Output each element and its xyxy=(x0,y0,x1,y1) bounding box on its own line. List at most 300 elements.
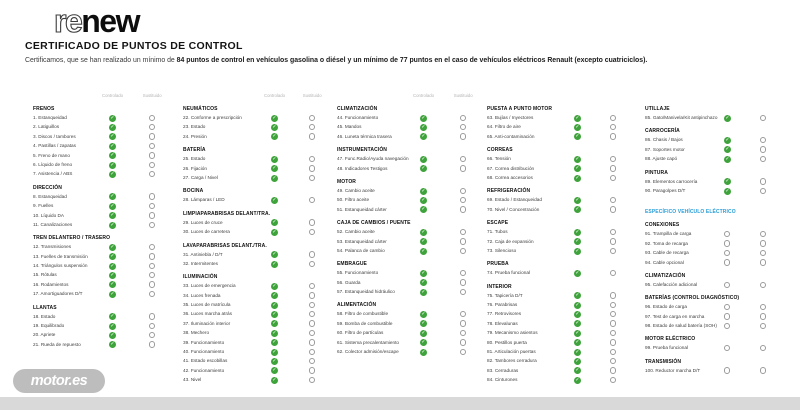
controlado-check-icon: ✓ xyxy=(272,358,277,365)
sustituido-empty-circle xyxy=(309,165,315,171)
sustituido-empty-circle xyxy=(149,222,155,228)
item-label: 44. Funcionamiento xyxy=(337,115,379,120)
item-label: 64. Filtro de aire xyxy=(487,124,521,130)
sustituido-empty-circle xyxy=(610,197,616,203)
checklist-item xyxy=(337,279,479,288)
item-label: 43. Nivel xyxy=(183,377,202,383)
controlado-check-icon: ✓ xyxy=(421,279,426,286)
sustituido-empty-circle xyxy=(610,358,616,364)
intro-normal-text: Certificamos, que se han realizado un mínimo de xyxy=(25,57,177,64)
item-label: 8. Estanqueidad xyxy=(33,193,67,199)
item-label: 61. Sistema precalentamiento xyxy=(337,339,400,345)
checklist-item xyxy=(33,331,173,340)
checklist-item xyxy=(337,165,479,174)
checklist-item xyxy=(337,206,479,215)
controlado-check-icon: ✓ xyxy=(575,292,580,299)
sustituido-empty-circle xyxy=(149,323,155,329)
checklist-item xyxy=(183,251,325,260)
sustituido-empty-circle xyxy=(460,320,466,326)
checklist-item xyxy=(645,259,795,268)
item-label: 51. Estanqueidad cárter xyxy=(337,206,387,212)
section-title: CLIMATIZACIÓN xyxy=(337,106,378,112)
item-label: 29. Luces de cruce xyxy=(183,219,223,225)
checklist-item xyxy=(183,310,325,319)
section-title: LAVAPARABRISAS DELANT./TRA. xyxy=(183,242,267,249)
controlado-check-icon: ✓ xyxy=(110,290,115,297)
section-title: LLANTAS xyxy=(33,304,57,311)
controlado-check-icon: ✓ xyxy=(725,136,730,143)
item-label: 68. Correa accesorios xyxy=(487,174,533,180)
sustituido-empty-circle xyxy=(610,229,616,235)
checklist-item xyxy=(645,313,795,322)
sustituido-empty-circle xyxy=(610,156,616,162)
controlado-check-icon: ✓ xyxy=(575,358,580,365)
item-label: 85. Gato/Manivela/Kit antipinchazo xyxy=(645,115,718,120)
item-label: 22. Conforme a prescripción xyxy=(183,115,242,120)
checklist-item xyxy=(337,288,479,297)
checklist-item xyxy=(183,165,325,174)
controlado-check-icon: ✓ xyxy=(110,114,115,121)
legend-controlado-label: Controlado xyxy=(101,93,124,98)
sustituido-empty-circle xyxy=(149,253,155,259)
sustituido-empty-circle xyxy=(460,188,466,194)
legend-sustituido-label: Sustituido xyxy=(453,93,473,98)
section-title: PUESTA A PUNTO MOTOR xyxy=(487,106,553,112)
checklist-item xyxy=(487,376,627,385)
checklist-item xyxy=(33,161,173,170)
controlado-empty-circle xyxy=(724,259,730,265)
checklist-item xyxy=(487,206,627,215)
checklist-item xyxy=(337,320,479,329)
item-label: 83. Cerraduras xyxy=(487,367,519,373)
sustituido-empty-circle xyxy=(460,339,466,345)
checklist-item xyxy=(487,348,627,357)
item-label: 90. Paragolpes D/T xyxy=(645,187,686,193)
controlado-check-icon: ✓ xyxy=(272,367,277,374)
controlado-check-icon: ✓ xyxy=(110,202,115,209)
checklist-item xyxy=(337,339,479,348)
intro-bold-text: 84 puntos de control en vehículos gasolina o diésel y un mínimo de 77 puntos en el caso de vehículos eléctricos Renault (excepto cuatriciclos). xyxy=(176,57,648,64)
sustituido-empty-circle xyxy=(610,377,616,383)
sustituido-empty-circle xyxy=(309,175,315,181)
legend-row xyxy=(487,93,627,101)
sustituido-empty-circle xyxy=(149,124,155,130)
item-label: 54. Palanca de cambio xyxy=(337,247,385,253)
checklist-item xyxy=(33,243,173,252)
controlado-check-icon: ✓ xyxy=(421,348,426,355)
checklist-item xyxy=(645,240,795,249)
controlado-check-icon: ✓ xyxy=(272,251,277,258)
sustituido-empty-circle xyxy=(309,283,315,289)
controlado-check-icon: ✓ xyxy=(110,341,115,348)
item-label: 46. Luneta térmica trasera xyxy=(337,133,392,139)
controlado-check-icon: ✓ xyxy=(421,238,426,245)
section-title: CORREAS xyxy=(487,147,513,154)
item-label: 31. Antiniebla / D/T xyxy=(183,251,223,257)
sustituido-empty-circle xyxy=(309,156,315,162)
item-label: 50. Filtro aceite xyxy=(337,197,370,203)
item-label: 15. Rótulas xyxy=(33,272,57,278)
controlado-check-icon: ✓ xyxy=(421,339,426,346)
controlado-check-icon: ✓ xyxy=(272,114,277,121)
sustituido-empty-circle xyxy=(760,323,766,329)
controlado-check-icon: ✓ xyxy=(272,348,277,355)
checklist-item xyxy=(183,282,325,291)
checklist-item xyxy=(487,247,627,256)
logo-new-solid: new xyxy=(81,3,139,39)
controlado-check-icon: ✓ xyxy=(272,301,277,308)
sustituido-empty-circle xyxy=(610,124,616,130)
controlado-check-icon: ✓ xyxy=(110,221,115,228)
controlado-empty-circle xyxy=(724,367,730,373)
checklist-item xyxy=(337,247,479,256)
controlado-check-icon: ✓ xyxy=(272,282,277,289)
checklist-item xyxy=(645,155,795,164)
checklist-item xyxy=(183,133,325,142)
checklist-item xyxy=(645,230,795,239)
controlado-check-icon: ✓ xyxy=(421,228,426,235)
controlado-check-icon: ✓ xyxy=(725,155,730,162)
controlado-check-icon: ✓ xyxy=(272,292,277,299)
checklist-item xyxy=(487,196,627,205)
item-label: 1. Estanqueidad xyxy=(33,115,67,120)
checklist-item xyxy=(487,367,627,376)
checklist-item xyxy=(645,114,795,123)
controlado-check-icon: ✓ xyxy=(110,212,115,219)
controlado-check-icon: ✓ xyxy=(575,238,580,245)
sustituido-empty-circle xyxy=(760,345,766,351)
controlado-empty-circle xyxy=(724,323,730,329)
sustituido-empty-circle xyxy=(610,238,616,244)
sustituido-empty-circle xyxy=(460,311,466,317)
item-label: 71. Tubos xyxy=(487,229,508,235)
page-title: CERTIFICADO DE PUNTOS DE CONTROL xyxy=(25,40,243,52)
controlado-check-icon: ✓ xyxy=(575,196,580,203)
sustituido-empty-circle xyxy=(610,248,616,254)
checklist-item xyxy=(183,219,325,228)
checklist-item xyxy=(183,301,325,310)
item-label: 2. Latiguillos xyxy=(33,124,60,130)
sustituido-empty-circle xyxy=(460,156,466,162)
sustituido-empty-circle xyxy=(460,229,466,235)
section-title: CAJA DE CAMBIOS / PUENTE xyxy=(337,220,411,227)
item-label: 87. Soportes motor xyxy=(645,146,685,152)
sustituido-empty-circle xyxy=(309,358,315,364)
controlado-check-icon: ✓ xyxy=(110,142,115,149)
sustituido-empty-circle xyxy=(149,193,155,199)
checklist-column-4 xyxy=(487,93,627,386)
sustituido-empty-circle xyxy=(309,219,315,225)
sustituido-empty-circle xyxy=(610,339,616,345)
item-label: 82. Tambores cerradura xyxy=(487,358,537,364)
sustituido-empty-circle xyxy=(760,178,766,184)
section-title: EMBRAGUE xyxy=(337,261,367,268)
motores-watermark xyxy=(13,369,105,393)
item-label: 40. Funcionamiento xyxy=(183,349,225,355)
controlado-check-icon: ✓ xyxy=(272,196,277,203)
sustituido-empty-circle xyxy=(309,311,315,317)
sustituido-empty-circle xyxy=(760,146,766,152)
item-label: 33. Luces de emergencia xyxy=(183,283,236,289)
sustituido-empty-circle xyxy=(760,137,766,143)
sustituido-empty-circle xyxy=(309,133,315,139)
checklist-item xyxy=(337,155,479,164)
checklist-item xyxy=(183,348,325,357)
section-title: TRANSMISIÓN xyxy=(645,358,682,365)
controlado-check-icon: ✓ xyxy=(421,165,426,172)
item-label: 12. Transmisiones xyxy=(33,244,72,250)
checklist-item xyxy=(183,320,325,329)
controlado-check-icon: ✓ xyxy=(272,329,277,336)
section-title: LIMPIAPARABRISAS DELANT/TRA. xyxy=(183,210,271,217)
item-label: 74. Prueba funcional xyxy=(487,270,531,276)
section-title: INTERIOR xyxy=(487,283,512,290)
item-label: 13. Fuelles de transmisión xyxy=(33,253,88,259)
sustituido-empty-circle xyxy=(309,377,315,383)
checklist-item xyxy=(645,146,795,155)
item-label: 25. Estado xyxy=(183,156,206,162)
sustituido-empty-circle xyxy=(460,349,466,355)
controlado-check-icon: ✓ xyxy=(575,348,580,355)
item-label: 14. Triángulos suspensión xyxy=(33,263,88,269)
controlado-check-icon: ✓ xyxy=(421,247,426,254)
section-title: MOTOR ELÉCTRICO xyxy=(645,336,696,343)
section-title: NEUMÁTICOS xyxy=(183,106,218,112)
controlado-empty-circle xyxy=(724,250,730,256)
item-label: 39. Funcionamiento xyxy=(183,339,225,345)
checklist-item xyxy=(645,322,795,331)
item-label: 77. Retrovisores xyxy=(487,311,522,317)
checklist-item xyxy=(183,228,325,237)
sustituido-empty-circle xyxy=(309,292,315,298)
item-label: 62. Colector admisión/escape xyxy=(337,349,399,355)
sustituido-empty-circle xyxy=(149,291,155,297)
controlado-check-icon: ✓ xyxy=(110,152,115,159)
checklist-item xyxy=(33,221,173,230)
controlado-check-icon: ✓ xyxy=(725,178,730,185)
section-title: BATERÍA xyxy=(183,147,206,154)
sustituido-empty-circle xyxy=(610,367,616,373)
checklist-item xyxy=(183,155,325,164)
legend-row xyxy=(645,93,795,101)
checklist-item xyxy=(645,249,795,258)
checklist-item xyxy=(487,123,627,132)
controlado-check-icon: ✓ xyxy=(575,123,580,130)
item-label: 95. Calefacción adicional xyxy=(645,281,698,287)
sustituido-empty-circle xyxy=(149,171,155,177)
item-label: 98. Estado de salud batería (SOH) xyxy=(645,323,717,329)
checklist-column-1 xyxy=(33,93,173,350)
checklist-item xyxy=(183,329,325,338)
controlado-check-icon: ✓ xyxy=(110,123,115,130)
legend-row xyxy=(33,93,173,101)
item-label: 9. Fuelles xyxy=(33,203,54,209)
item-label: 6. Líquido de freno xyxy=(33,161,73,167)
sustituido-empty-circle xyxy=(309,367,315,373)
sustituido-empty-circle xyxy=(460,165,466,171)
item-label: 16. Rodamientos xyxy=(33,281,69,287)
sustituido-empty-circle xyxy=(149,143,155,149)
controlado-check-icon: ✓ xyxy=(575,174,580,181)
sustituido-empty-circle xyxy=(760,156,766,162)
item-label: 24. Presión xyxy=(183,133,207,139)
controlado-check-icon: ✓ xyxy=(575,269,580,276)
item-label: 37. Iluminación interior xyxy=(183,320,231,326)
item-label: 3. Discos / tambores xyxy=(33,133,76,139)
checklist-item xyxy=(487,174,627,183)
controlado-check-icon: ✓ xyxy=(575,339,580,346)
item-label: 78. Elevalunas xyxy=(487,320,518,326)
bottom-edge-strip xyxy=(0,397,800,410)
controlado-empty-circle xyxy=(724,345,730,351)
legend-controlado-label: Controlado xyxy=(412,93,435,98)
item-label: 48. Indicadores Testigos xyxy=(337,165,388,171)
sustituido-empty-circle xyxy=(610,302,616,308)
section-title: BATERÍAS (CONTROL DIAGNÓSTICO) xyxy=(645,295,740,302)
controlado-empty-circle xyxy=(724,231,730,237)
controlado-check-icon: ✓ xyxy=(575,206,580,213)
checklist-item xyxy=(487,114,627,123)
item-label: 21. Rueda de repuesto xyxy=(33,341,81,347)
checklist-item xyxy=(487,357,627,366)
item-label: 19. Equilibrado xyxy=(33,323,65,329)
item-label: 34. Luces frenada xyxy=(183,292,221,298)
sustituido-empty-circle xyxy=(309,330,315,336)
checklist-item xyxy=(337,238,479,247)
checklist-item xyxy=(487,165,627,174)
sustituido-empty-circle xyxy=(760,313,766,319)
controlado-check-icon: ✓ xyxy=(110,193,115,200)
controlado-check-icon: ✓ xyxy=(272,165,277,172)
section-title: TREN DELANTERO / TRASERO xyxy=(33,235,111,242)
controlado-check-icon: ✓ xyxy=(421,329,426,336)
controlado-check-icon: ✓ xyxy=(421,206,426,213)
checklist-item xyxy=(487,292,627,301)
sustituido-empty-circle xyxy=(149,203,155,209)
checklist-item xyxy=(33,341,173,350)
checklist-item xyxy=(33,193,173,202)
item-label: 5. Freno de mano xyxy=(33,152,71,158)
sustituido-empty-circle xyxy=(149,152,155,158)
item-label: 47. Func.Radio/Ayuda navegación xyxy=(337,156,409,162)
checklist-item xyxy=(33,271,173,280)
checklist-item xyxy=(487,269,627,278)
sustituido-empty-circle xyxy=(460,197,466,203)
sustituido-empty-circle xyxy=(460,238,466,244)
section-title: MOTOR xyxy=(337,178,357,185)
item-label: 11. Canalizaciones xyxy=(33,221,73,227)
item-label: 89. Elementos carrocería xyxy=(645,178,698,184)
item-label: 53. Estanqueidad cárter xyxy=(337,238,387,244)
controlado-check-icon: ✓ xyxy=(272,174,277,181)
section-title: CARROCERÍA xyxy=(645,128,680,135)
item-label: 100. Reductor marcha D/T xyxy=(645,367,701,373)
controlado-empty-circle xyxy=(724,313,730,319)
controlado-check-icon: ✓ xyxy=(575,247,580,254)
controlado-check-icon: ✓ xyxy=(272,376,277,383)
item-label: 7. Asistencia / ABS xyxy=(33,171,73,177)
sustituido-empty-circle xyxy=(460,279,466,285)
controlado-check-icon: ✓ xyxy=(421,320,426,327)
checklist-item xyxy=(183,367,325,376)
controlado-check-icon: ✓ xyxy=(421,114,426,121)
controlado-check-icon: ✓ xyxy=(110,332,115,339)
checklist-item xyxy=(337,228,479,237)
checklist-item xyxy=(183,376,325,385)
checklist-item xyxy=(487,310,627,319)
controlado-check-icon: ✓ xyxy=(110,253,115,260)
checklist-item xyxy=(337,269,479,278)
item-label: 27. Carga / Nivel xyxy=(183,174,218,180)
section-title: ESCAPE xyxy=(487,220,509,227)
checklist-item xyxy=(183,292,325,301)
checklist-item xyxy=(487,238,627,247)
section-title: ALIMENTACIÓN xyxy=(337,302,377,309)
checklist-item xyxy=(487,329,627,338)
checklist-item xyxy=(645,178,795,187)
controlado-check-icon: ✓ xyxy=(421,123,426,130)
sustituido-empty-circle xyxy=(309,115,315,121)
checklist-item xyxy=(33,114,173,123)
item-label: 42. Funcionamiento xyxy=(183,367,225,373)
item-label: 35. Luces de matrícula xyxy=(183,302,231,308)
item-label: 26. Fijación xyxy=(183,165,207,171)
controlado-check-icon: ✓ xyxy=(110,262,115,269)
sustituido-empty-circle xyxy=(610,175,616,181)
controlado-check-icon: ✓ xyxy=(575,320,580,327)
item-label: 94. Cable opcional xyxy=(645,259,684,265)
sustituido-empty-circle xyxy=(460,133,466,139)
sustituido-empty-circle xyxy=(149,341,155,347)
sustituido-empty-circle xyxy=(149,115,155,121)
checklist-item xyxy=(487,320,627,329)
checklist-item xyxy=(183,357,325,366)
controlado-check-icon: ✓ xyxy=(110,313,115,320)
item-label: 52. Cambio aceite xyxy=(337,229,375,235)
checklist-item xyxy=(645,367,795,376)
item-label: 59. Bomba de combustible xyxy=(337,320,393,326)
controlado-check-icon: ✓ xyxy=(110,272,115,279)
section-title: PRUEBA xyxy=(487,261,509,268)
sustituido-empty-circle xyxy=(610,292,616,298)
controlado-check-icon: ✓ xyxy=(575,367,580,374)
controlado-check-icon: ✓ xyxy=(575,301,580,308)
sustituido-empty-circle xyxy=(149,281,155,287)
sustituido-empty-circle xyxy=(149,212,155,218)
controlado-check-icon: ✓ xyxy=(110,170,115,177)
sustituido-empty-circle xyxy=(760,188,766,194)
sustituido-empty-circle xyxy=(149,244,155,250)
item-label: 23. Estado xyxy=(183,124,206,130)
controlado-check-icon: ✓ xyxy=(421,269,426,276)
checklist-item xyxy=(183,260,325,269)
sustituido-empty-circle xyxy=(149,263,155,269)
item-label: 80. Pestillos puerta xyxy=(487,339,527,345)
controlado-check-icon: ✓ xyxy=(575,228,580,235)
legend-sustituido-label: Sustituido xyxy=(142,93,162,98)
sustituido-empty-circle xyxy=(460,248,466,254)
item-label: 66. Tensión xyxy=(487,156,511,162)
sustituido-empty-circle xyxy=(610,320,616,326)
controlado-check-icon: ✓ xyxy=(272,123,277,130)
checklist-column-2 xyxy=(183,93,325,386)
controlado-check-icon: ✓ xyxy=(421,187,426,194)
checklist-item xyxy=(33,133,173,142)
item-label: 99. Prueba funcional xyxy=(645,345,689,351)
item-label: 69. Estado / Estanqueidad xyxy=(487,197,542,203)
item-label: 56. Guarda xyxy=(337,279,361,285)
item-label: 84. Cinturones xyxy=(487,377,518,383)
